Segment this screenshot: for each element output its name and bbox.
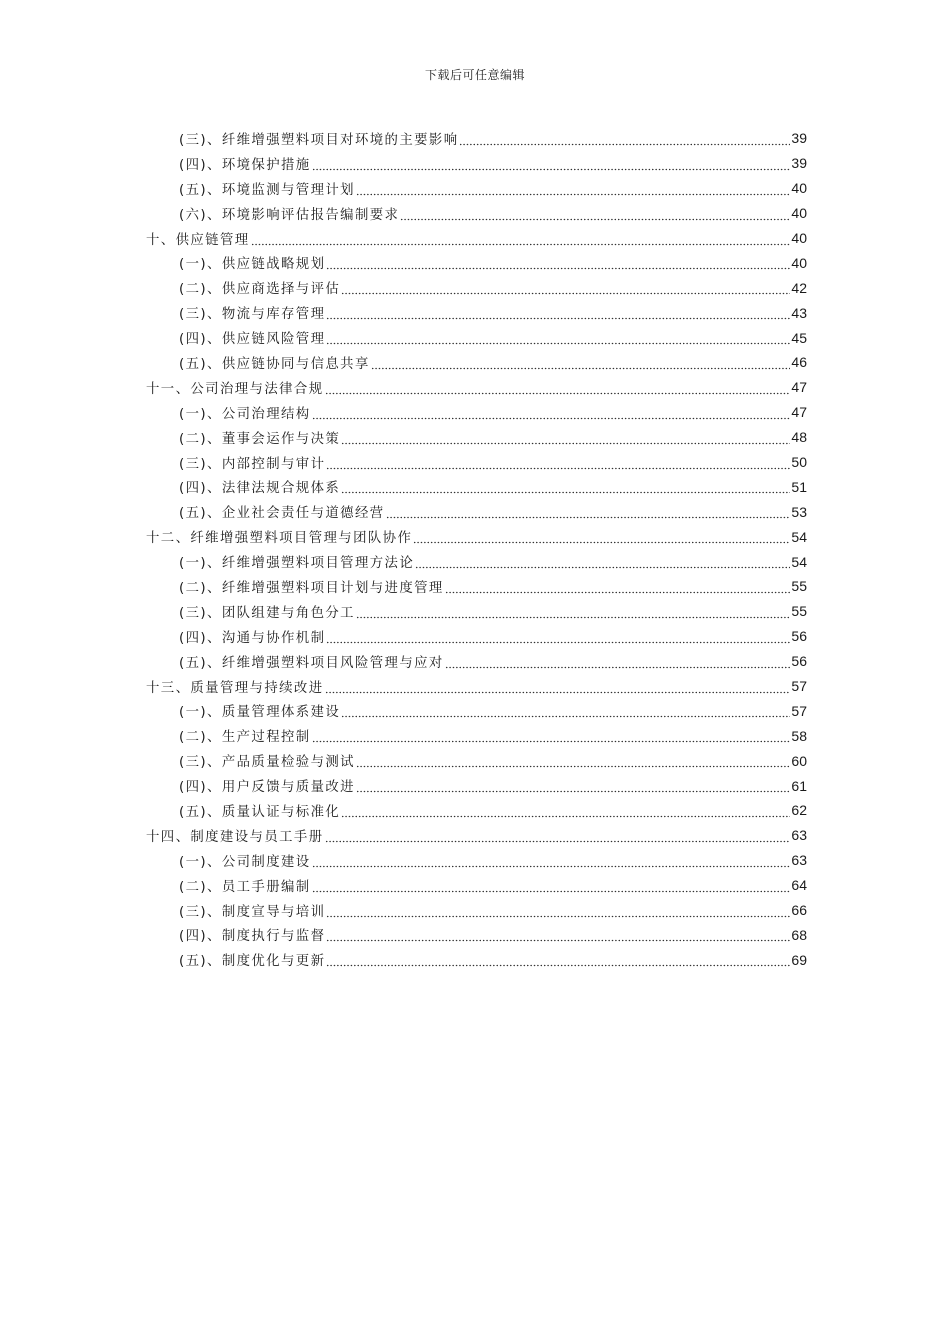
toc-section-entry[interactable] (0, 923, 950, 948)
toc-section-entry[interactable] (0, 947, 950, 972)
toc-entry-title: (二)、供应商选择与评估 (179, 282, 341, 298)
toc-dot-leader (445, 663, 791, 669)
toc-dot-leader (325, 389, 791, 395)
page-header: 下载后可任意编辑 (424, 68, 525, 82)
toc-section-entry[interactable] (0, 698, 950, 723)
toc-entry-page-number: 53 (791, 503, 807, 520)
toc-section-entry[interactable] (0, 499, 950, 524)
toc-dot-leader (459, 140, 790, 146)
toc-dot-leader (312, 737, 791, 743)
toc-section-entry[interactable] (0, 873, 950, 898)
toc-entry-page-number: 60 (791, 752, 807, 769)
toc-section-entry[interactable] (0, 325, 950, 350)
toc-entry-title: (三)、内部控制与审计 (179, 456, 326, 472)
toc-entry-page-number: 47 (791, 404, 807, 421)
toc-section-entry[interactable] (0, 549, 950, 574)
toc-entry-page-number: 40 (791, 254, 807, 271)
toc-section-entry[interactable] (0, 474, 950, 499)
toc-entry-title: (五)、质量认证与标准化 (179, 804, 341, 820)
toc-entry-title: (四)、供应链风险管理 (179, 332, 326, 348)
toc-entry-title: 十三、质量管理与持续改进 (146, 680, 324, 696)
toc-entry-title: (二)、生产过程控制 (179, 730, 311, 746)
toc-entry-page-number: 58 (791, 727, 807, 744)
toc-dot-leader (326, 339, 790, 345)
toc-entry-title: 十、供应链管理 (146, 232, 250, 248)
toc-entry-page-number: 48 (791, 429, 807, 446)
toc-entry-page-number: 56 (791, 653, 807, 670)
toc-section-entry[interactable] (0, 176, 950, 201)
toc-entry-page-number: 63 (791, 852, 807, 869)
toc-dot-leader (341, 488, 790, 494)
toc-section-entry[interactable] (0, 723, 950, 748)
toc-dot-leader (341, 812, 790, 818)
toc-section-entry[interactable] (0, 574, 950, 599)
toc-entry-page-number: 39 (791, 155, 807, 172)
toc-entry-page-number: 56 (791, 628, 807, 645)
toc-chapter-entry[interactable] (0, 226, 950, 251)
toc-chapter-entry[interactable] (0, 823, 950, 848)
toc-entry-page-number: 50 (791, 454, 807, 471)
toc-entry-title: (二)、纤维增强塑料项目计划与进度管理 (179, 580, 444, 596)
toc-dot-leader (445, 588, 791, 594)
toc-entry-page-number: 47 (791, 379, 807, 396)
toc-section-entry[interactable] (0, 848, 950, 873)
toc-entry-page-number: 55 (791, 603, 807, 620)
toc-entry-page-number: 54 (791, 528, 807, 545)
toc-chapter-entry[interactable] (0, 375, 950, 400)
toc-entry-page-number: 55 (791, 578, 807, 595)
toc-entry-title: (五)、纤维增强塑料项目风险管理与应对 (179, 655, 444, 671)
toc-dot-leader (251, 240, 791, 246)
toc-entry-page-number: 62 (791, 802, 807, 819)
toc-dot-leader (326, 264, 790, 270)
toc-entry-page-number: 64 (791, 877, 807, 894)
toc-section-entry[interactable] (0, 425, 950, 450)
toc-chapter-entry[interactable] (0, 674, 950, 699)
toc-entry-title: (一)、公司制度建设 (179, 854, 311, 870)
toc-dot-leader (325, 688, 791, 694)
toc-dot-leader (386, 513, 791, 519)
toc-entry-title: (一)、纤维增强塑料项目管理方法论 (179, 556, 415, 572)
toc-section-entry[interactable] (0, 898, 950, 923)
toc-entry-page-number: 40 (791, 205, 807, 222)
toc-chapter-entry[interactable] (0, 524, 950, 549)
toc-dot-leader (356, 613, 790, 619)
toc-section-entry[interactable] (0, 201, 950, 226)
toc-dot-leader (326, 912, 790, 918)
toc-entry-title: (五)、供应链协同与信息共享 (179, 356, 370, 372)
toc-dot-leader (312, 165, 791, 171)
toc-section-entry[interactable] (0, 400, 950, 425)
toc-section-entry[interactable] (0, 350, 950, 375)
toc-dot-leader (341, 289, 790, 295)
toc-entry-page-number: 40 (791, 180, 807, 197)
toc-entry-page-number: 63 (791, 827, 807, 844)
toc-entry-page-number: 45 (791, 329, 807, 346)
toc-section-entry[interactable] (0, 748, 950, 773)
toc-entry-title: 十二、纤维增强塑料项目管理与团队协作 (146, 531, 413, 547)
toc-entry-page-number: 61 (791, 777, 807, 794)
toc-dot-leader (326, 638, 790, 644)
toc-entry-page-number: 43 (791, 304, 807, 321)
toc-entry-title: (五)、企业社会责任与道德经营 (179, 506, 385, 522)
toc-dot-leader (326, 936, 790, 942)
toc-entry-title: (四)、用户反馈与质量改进 (179, 780, 355, 796)
toc-entry-title: (一)、供应链战略规划 (179, 257, 326, 273)
toc-section-entry[interactable] (0, 773, 950, 798)
toc-dot-leader (312, 887, 791, 893)
toc-dot-leader (341, 439, 790, 445)
toc-entry-page-number: 51 (791, 478, 807, 495)
toc-dot-leader (413, 538, 790, 544)
toc-entry-title: (四)、沟通与协作机制 (179, 630, 326, 646)
toc-entry-title: (六)、环境影响评估报告编制要求 (179, 207, 400, 223)
toc-dot-leader (326, 961, 790, 967)
toc-section-entry[interactable] (0, 300, 950, 325)
toc-section-entry[interactable] (0, 250, 950, 275)
toc-entry-page-number: 66 (791, 902, 807, 919)
toc-entry-title: 十四、制度建设与员工手册 (146, 829, 324, 845)
toc-entry-title: 十一、公司治理与法律合规 (146, 381, 324, 397)
toc-entry-page-number: 57 (791, 678, 807, 695)
toc-dot-leader (400, 215, 790, 221)
toc-dot-leader (415, 563, 790, 569)
toc-entry-title: (三)、团队组建与角色分工 (179, 605, 355, 621)
toc-dot-leader (326, 314, 790, 320)
toc-dot-leader (326, 464, 790, 470)
toc-entry-title: (四)、制度执行与监督 (179, 929, 326, 945)
toc-entry-title: (四)、法律法规合规体系 (179, 481, 341, 497)
toc-entry-title: (一)、质量管理体系建设 (179, 705, 341, 721)
table-of-contents (0, 126, 950, 972)
toc-dot-leader (312, 862, 791, 868)
toc-entry-title: (五)、制度优化与更新 (179, 954, 326, 970)
toc-dot-leader (371, 364, 791, 370)
toc-dot-leader (356, 762, 790, 768)
toc-entry-title: (二)、员工手册编制 (179, 879, 311, 895)
toc-section-entry[interactable] (0, 151, 950, 176)
toc-entry-page-number: 68 (791, 926, 807, 943)
toc-section-entry[interactable] (0, 450, 950, 475)
toc-entry-page-number: 46 (791, 354, 807, 371)
toc-entry-title: (一)、公司治理结构 (179, 406, 311, 422)
toc-entry-page-number: 39 (791, 130, 807, 147)
toc-dot-leader (356, 190, 790, 196)
toc-entry-page-number: 42 (791, 279, 807, 296)
toc-dot-leader (341, 712, 790, 718)
toc-entry-title: (三)、产品质量检验与测试 (179, 755, 355, 771)
toc-entry-page-number: 40 (791, 230, 807, 246)
toc-entry-title: (四)、环境保护措施 (179, 157, 311, 173)
toc-entry-page-number: 54 (791, 553, 807, 570)
toc-section-entry[interactable] (0, 649, 950, 674)
toc-entry-page-number: 69 (791, 951, 807, 968)
toc-section-entry[interactable] (0, 624, 950, 649)
toc-entry-title: (三)、物流与库存管理 (179, 307, 326, 323)
toc-dot-leader (356, 787, 790, 793)
toc-entry-title: (五)、环境监测与管理计划 (179, 182, 355, 198)
toc-section-entry[interactable] (0, 798, 950, 823)
toc-entry-title: (三)、制度宣导与培训 (179, 904, 326, 920)
toc-entry-title: (三)、纤维增强塑料项目对环境的主要影响 (179, 132, 459, 148)
toc-section-entry[interactable] (0, 599, 950, 624)
toc-entry-page-number: 57 (791, 702, 807, 719)
toc-entry-title: (二)、董事会运作与决策 (179, 431, 341, 447)
toc-section-entry[interactable] (0, 275, 950, 300)
toc-dot-leader (325, 837, 791, 843)
toc-section-entry[interactable] (0, 126, 950, 151)
toc-dot-leader (312, 414, 791, 420)
